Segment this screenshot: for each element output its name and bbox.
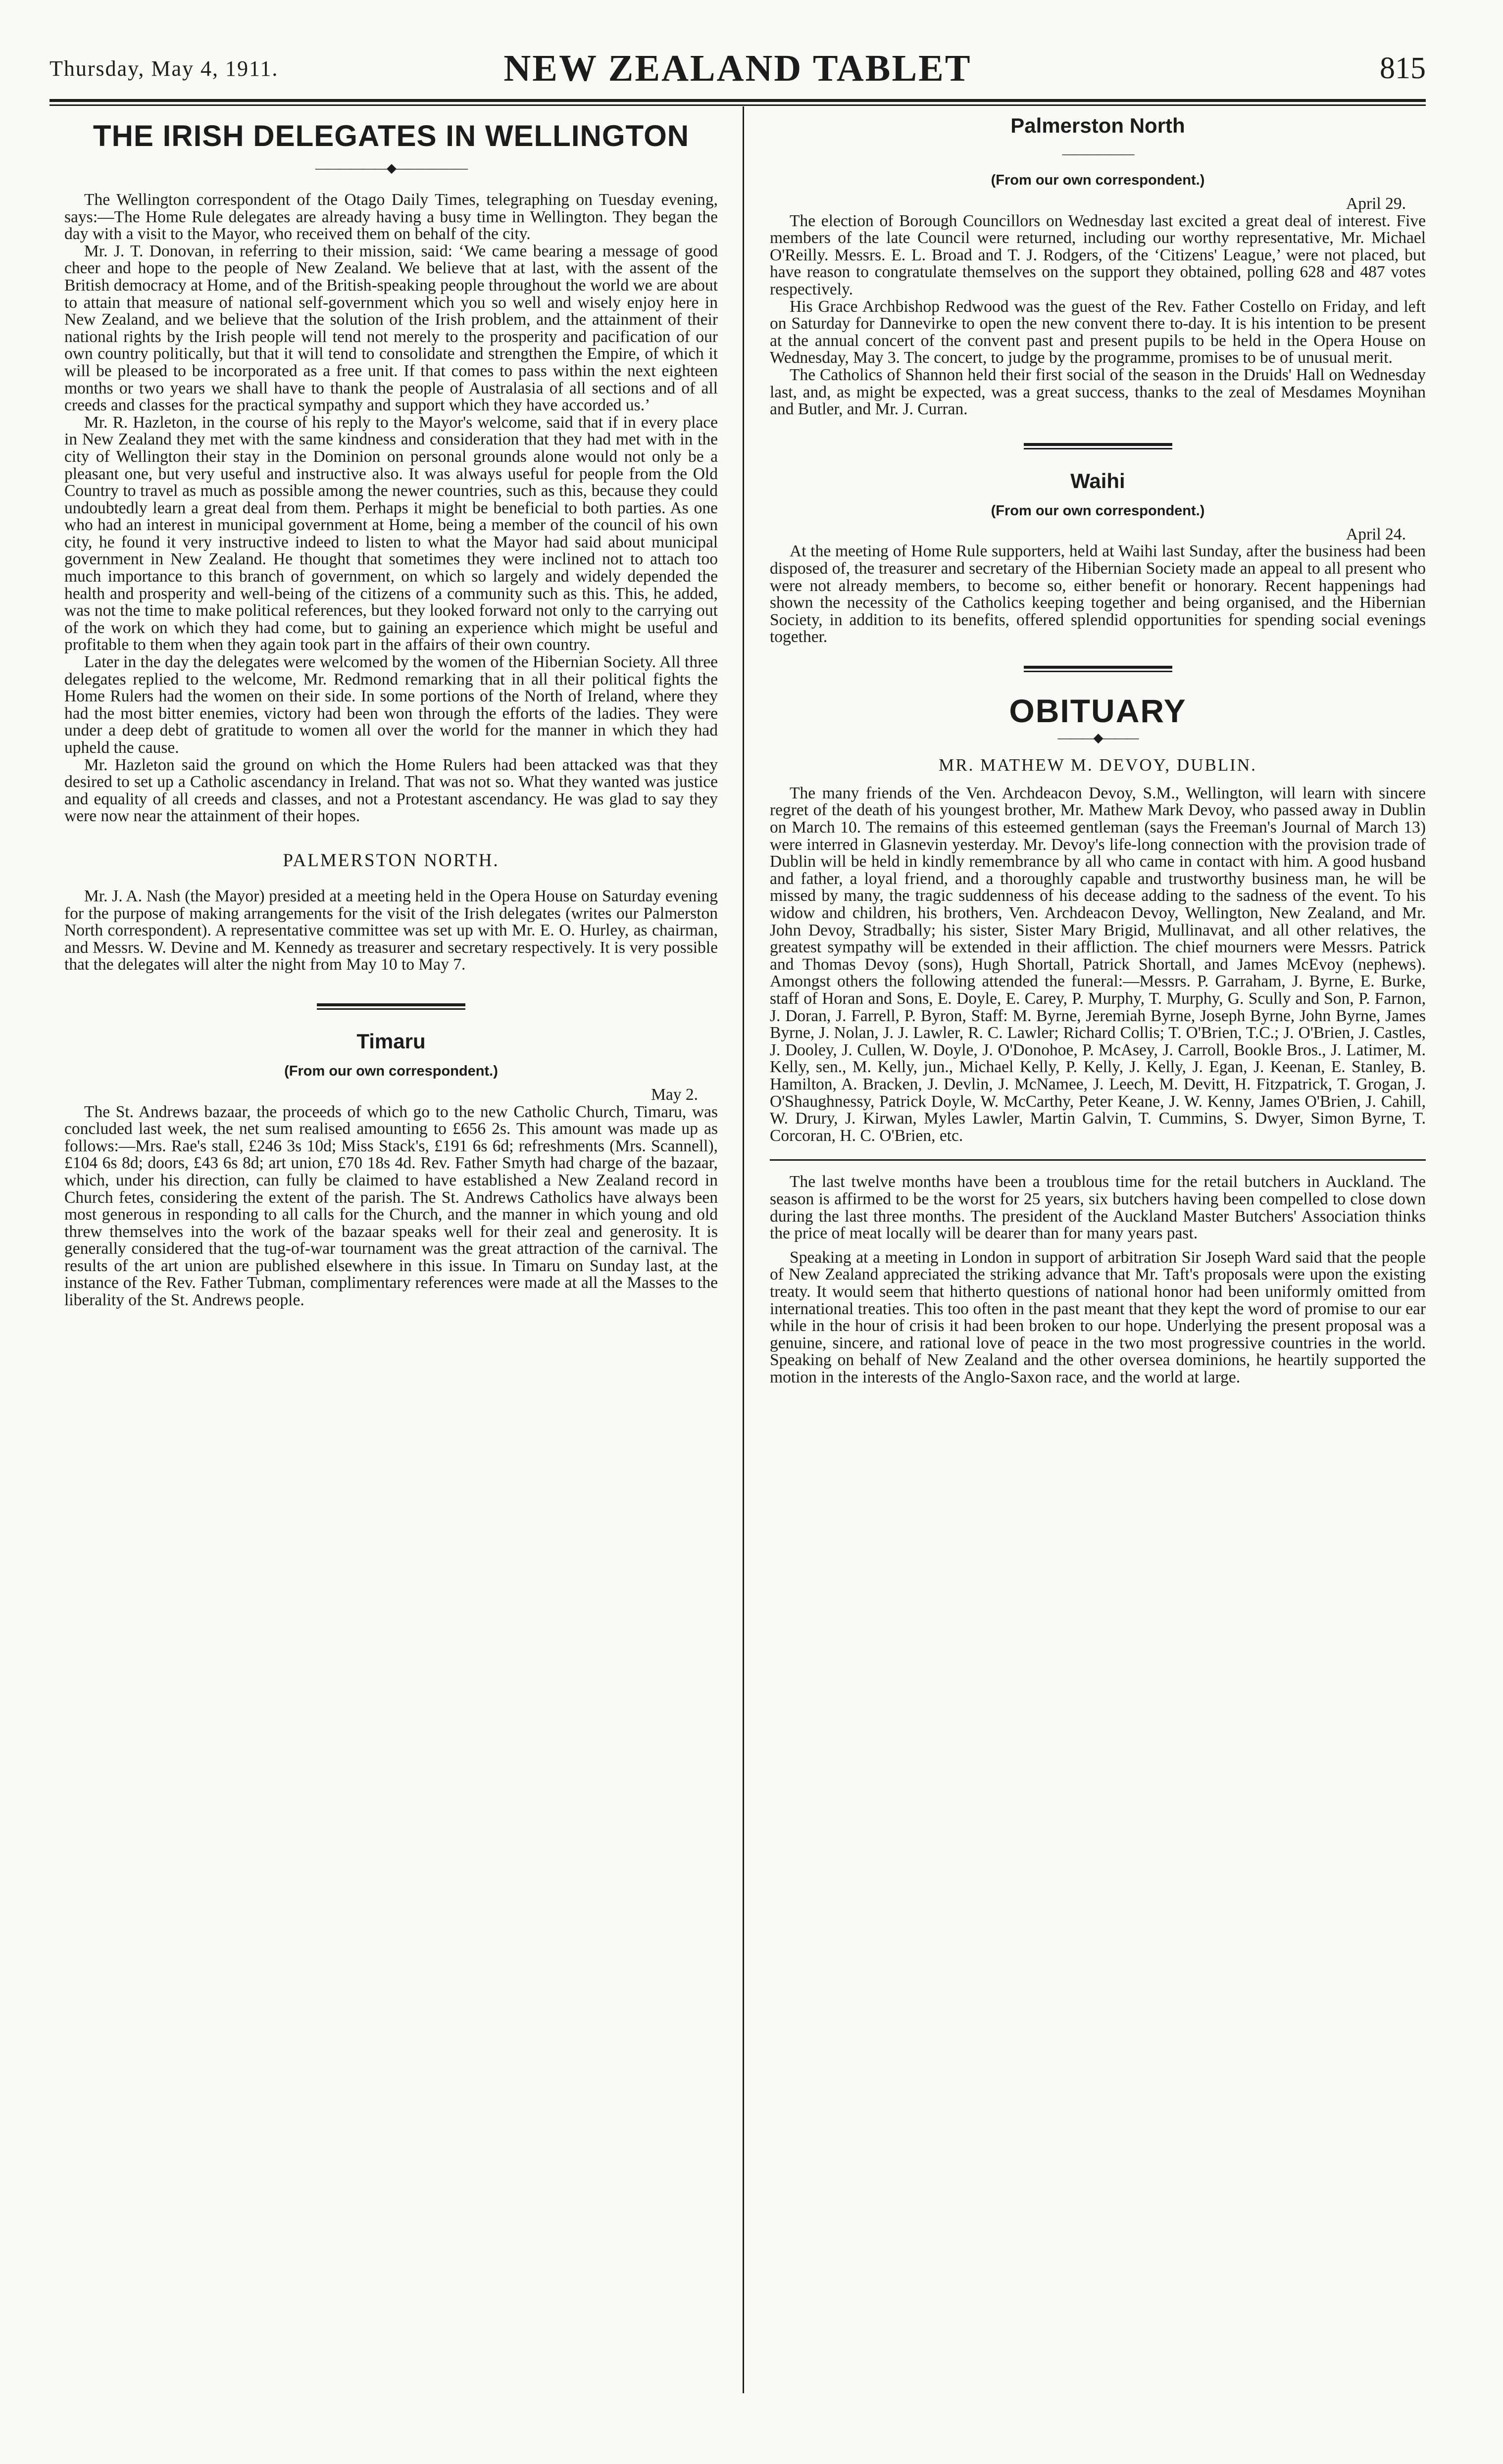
masthead <box>50 47 1426 101</box>
article-paragraph: The St. Andrews bazaar, the proceeds of which go to the new Catholic Church, Timaru, was concluded last week, the net sum realised amounting to £656 2s. This amount was made up as follows:—Mrs. Rae's stall, £246 3s 10d; Miss Stack's, £191 6s 6d; refreshments (Mrs. Scannell), £104 6s 8d; doors, £43 6s 8d; art union, £70 18s 4d. Rev. Father Smyth had charge of the bazaar, which, under his direction, can fully be claimed to have established a New Zealand record in Church fetes, considering the extent of the parish. The St. Andrews Catholics have always been most generous in responding to all calls for the Church, and the manner in which young and old threw themselves into the work of the bazaar speaks well for their zeal and generosity. It is generally considered that the tug-of-war tournament was the great attraction of the carnival. The results of the art union are published elsewhere in this issue. In Timaru on Sunday last, at the instance of the Rev. Father Tubman, complimentary references were made at all the Masses to the liberality of the St. Andrews people. <box>64 1102 718 1310</box>
article-paragraph: The Catholics of Shannon held their first social of the season in the Druids' Hall on Wednesday last, and, as might be expected, was a great success, thanks to the zeal of Mesdames Moynihan and Butler, and Mr. J. Curran. <box>770 365 1426 419</box>
section-separator <box>1024 666 1172 672</box>
dateline: May 2. <box>651 1085 698 1104</box>
section-separator <box>1024 443 1172 449</box>
masthead-rule-thin <box>50 104 1426 106</box>
section-byline: (From our own correspondent.) <box>284 1063 498 1079</box>
obituary-subheading: MR. MATHEW M. DEVOY, DUBLIN. <box>939 755 1257 775</box>
section-separator <box>317 1003 465 1010</box>
masthead-rule <box>50 99 1426 102</box>
section-heading-palmerston-north: Palmerston North <box>1010 114 1185 137</box>
article-paragraph: The many friends of the Ven. Archdeacon Devoy, S.M., Wellington, will learn with sincere regret of the death of his youngest brother, Mr. Mathew Mark Devoy, who passed away in Dublin on March 10. The remains of this esteemed gentleman (says the Freeman's Journal of March 13) were interred in Glasnevin yesterday. Mr. Devoy's life-long connection with the provision trade of Dublin will be held in kindly remembrance by all who came in contact with him. A good husband and father, a loyal friend, and a thoroughly capable and trustworthy business man, he will be missed by many, the tragic suddenness of his decease adding to the sadness of the event. To his widow and children, his brothers, Ven. Archdeacon Devoy, Wellington, New Zealand, and Mr. John Devoy, Stradbally; his sister, Sister Mary Brigid, Mullinavat, and all other relatives, the greatest sympathy will be extended in their affliction. The chief mourners were Messrs. Patrick and Thomas Devoy (sons), Hugh Shortall, Patrick Shortall, and James McEvoy (nephews). Amongst others the following attended the funeral:—Messrs. P. Garraham, J. Byrne, E. Burke, staff of Horan and Sons, E. Doyle, E. Carey, P. Murphy, T. Murphy, G. Scully and Son, P. Farnon, J. Doran, J. Farrell, P. Byron, Staff: M. Byrne, Jeremiah Byrne, Joseph Byrne, John Byrne, James Byrne, J. Nolan, J. J. Lawler, R. C. Lawler; Richard Collis; T. O'Brien, T.C.; J. O'Brien, J. Castles, J. Dooley, J. Cullen, W. Doyle, J. O'Donohoe, P. McAsey, J. Carroll, Bookle Bros., J. Latimer, M. Kelly, sen., M. Kelly, jun., Michael Kelly, P. Kelly, J. Kelly, J. Egan, J. Keenan, E. Stanley, B. Hamilton, A. Bracken, J. Devlin, J. McNamee, J. Leech, M. Devitt, H. Fitzpatrick, T. Grogan, J. O'Shaughnessy, Patrick Doyle, W. McCarthy, Peter Keane, J. W. Kenny, James O'Brien, J. Cahill, W. Drury, J. Kirwan, Myles Lawler, Martin Galvin, T. Cummins, S. Dwyer, Simon Byrne, T. Corcoran, H. C. O'Brien, etc. <box>770 784 1426 1145</box>
page-number: 815 <box>1380 51 1426 85</box>
article-paragraph: The Wellington correspondent of the Otago Daily Times, telegraphing on Tuesday evening, says:—The Home Rule delegates are already having a busy time in Wellington. They began the day with a visit to the Mayor, who received them on behalf of the city. <box>64 191 718 244</box>
article-paragraph: Mr. J. A. Nash (the Mayor) presided at a meeting held in the Opera House on Saturday evening for the purpose of making arrangements for the visit of the Irish delegates (writes our Palmerston North correspondent). A representative committee was set up with Mr. E. O. Hurley, as chairman, and Messrs. W. Devine and M. Kennedy as treasurer and secretary respectively. It is very possible that the delegates will alter the night from May 10 to May 7. <box>64 887 718 974</box>
ornament-divider: ———◆——— <box>1057 730 1138 745</box>
article-paragraph: The election of Borough Councillors on Wednesday last excited a great deal of interest. Five members of the late Council were returned, including our worthy representative, Mr. Michael O'Reilly. Messrs. E. L. Broad and T. J. Rodgers, of the ‘Citizens' League,’ were not placed, but have reason to congratulate themselves on the support they obtained, polling 628 and 487 votes respectively. <box>770 211 1426 298</box>
publication-title: NEW ZEALAND TABLET <box>503 48 972 89</box>
section-byline: (From our own correspondent.) <box>991 172 1205 188</box>
short-rule: —————— <box>1062 147 1134 161</box>
article-paragraph: Mr. Hazleton said the ground on which the Home Rulers had been attacked was that they desired to set up a Catholic ascendancy in Ireland. That was not so. What they wanted was justice and equality of all creeds and classes, and not a Protestant ascendancy. He was glad to say they were now near the attainment of their hopes. <box>64 755 718 826</box>
ornament-divider: ——————◆—————— <box>315 161 467 175</box>
subsection-heading-palmerston: PALMERSTON NORTH. <box>283 850 500 871</box>
obituary-heading: OBITUARY <box>1009 692 1187 729</box>
left-column <box>64 114 718 1309</box>
article-paragraph: Speaking at a meeting in London in support of arbitration Sir Joseph Ward said that the people of New Zealand appreciated the striking advance that Mr. Taft's proposals were upon the existing treaty. It would seem that hitherto questions of national honor had been uniformly omitted from international treaties. This too often in the past meant that they kept the word of promise to our ear while in the hour of crisis it had been broken to our hope. Underlying the present proposal was a genuine, sincere, and rational love of peace in the two most progressive countries in the world. Speaking on behalf of New Zealand and the other oversea dominions, he heartily supported the motion in the interests of the Anglo-Saxon race, and the world at large. <box>770 1248 1426 1386</box>
section-heading-waihi: Waihi <box>1070 469 1125 493</box>
issue-date: Thursday, May 4, 1911. <box>50 56 279 81</box>
dateline: April 24. <box>1346 525 1406 543</box>
right-column <box>770 114 1426 1386</box>
article-headline-irish-delegates: THE IRISH DELEGATES IN WELLINGTON <box>93 119 690 152</box>
article-paragraph: Later in the day the delegates were welcomed by the women of the Hibernian Society. All three delegates replied to the welcome, Mr. Redmond remarking that in all their political fights the Home Rulers had the women on their side. In some portions of the North of Ireland, where they had the most bitter enemies, victory had been won through the efforts of the ladies. They were under a deep debt of gratitude to women all over the world for the manner in which they had upheld the cause. <box>64 653 718 757</box>
dateline: April 29. <box>1346 195 1406 213</box>
article-paragraph: Mr. J. T. Donovan, in referring to their mission, said: ‘We came bearing a message of good cheer and hope to the people of New Zealand. We believe that at last, with the assent of the British democracy at Home, and of the British-speaking people throughout the world we are about to attain that measure of national self-government which you so well and wisely enjoy here in New Zealand, and we believe that the solution of the Irish problem, and the attainment of their national rights by the Irish people will tend not merely to the prosperity and pacification of our own country politically, but that it will tend to consolidate and strengthen the Empire, of which it will be pleased to be incorporated as a free unit. If that comes to pass within the next eighteen months or two years we shall have to thank the people of Australasia of all sections and of all creeds and classes for the practical sympathy and support which they have accorded us.’ <box>64 242 718 415</box>
section-heading-timaru: Timaru <box>356 1029 426 1053</box>
article-paragraph: The last twelve months have been a troublous time for the retail butchers in Auckland. The season is affirmed to be the worst for 25 years, six butchers having been compelled to close down during the last three months. The president of the Auckland Master Butchers' Association thinks the price of meat locally will be dearer than for many years past. <box>770 1173 1426 1243</box>
article-paragraph: His Grace Archbishop Redwood was the guest of the Rev. Father Costello on Friday, and left on Saturday for Dannevirke to open the new convent there to-day. It is his intention to be present at the annual concert of the convent past and present pupils to be held in the Opera House on Wednesday, May 3. The concert, to judge by the programme, promises to be of unusual merit. <box>770 297 1426 367</box>
article-paragraph: At the meeting of Home Rule supporters, held at Waihi last Sunday, after the business had been disposed of, the treasurer and secretary of the Hibernian Society made an appeal to all present who were not already members, to become so, either benefit or honorary. Recent happenings had shown the necessity of the Catholics keeping together and being organised, and the Hibernian Society, in addition to its benefits, offered splendid opportunities for spending social evenings together. <box>770 542 1426 646</box>
section-byline: (From our own correspondent.) <box>991 502 1205 519</box>
article-paragraph: Mr. R. Hazleton, in the course of his reply to the Mayor's welcome, said that if in every place in New Zealand they met with the same kindness and consideration that they had met with in the city of Wellington their stay in the Dominion on personal grounds alone would not only be a pleasant one, but very useful and instructive also. It was always useful for people from the Old Country to travel as much as possible among the newer countries, such as this, because they could undoubtedly learn a great deal from them. Perhaps it might be beneficial to both parties. As one who had an interest in municipal government at Home, being a member of the council of his own city, he found it very instructive indeed to listen to what the Mayor had said about municipal government in New Zealand. He thought that sometimes they were inclined not to attach too much importance to this branch of government, on which so largely and widely depended the health and prosperity and well-being of the citizens of a community such as this. This, he added, was not the time to make political references, but they looked forward not only to the carrying out of the work on which they had come, but to gaining an experience which might be useful and profitable to them when they again took part in the affairs of their own country. <box>64 413 718 654</box>
column-divider <box>743 106 744 2393</box>
